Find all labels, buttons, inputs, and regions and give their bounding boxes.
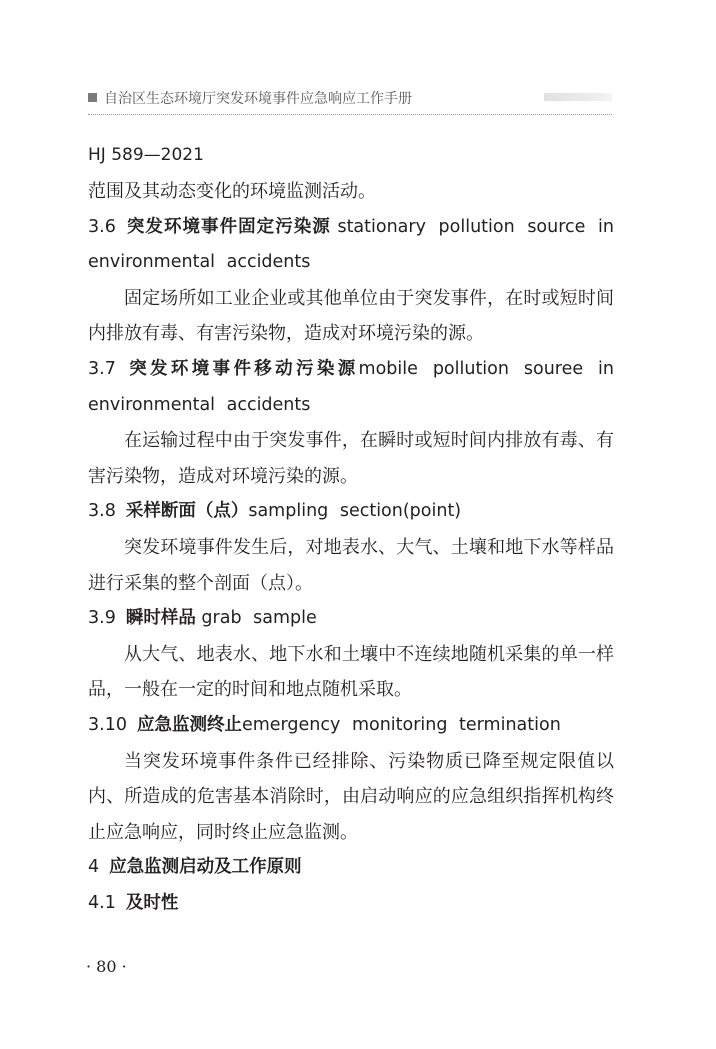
section-heading: [88, 886, 614, 922]
section-title-en: mobile pollution souree in environmental accidents: [88, 358, 615, 415]
section-heading: [88, 601, 614, 637]
section-heading: [88, 494, 614, 530]
section-title-zh: 突发环境事件移动污染源: [125, 358, 359, 379]
section-title-en: grab sample: [201, 608, 317, 629]
section-heading: [88, 210, 614, 281]
section-number: 3.9: [88, 608, 116, 629]
section-number: 3.6: [88, 216, 116, 237]
paragraph: 从大气、地表水、地下水和土壤中不连续地随机采集的单一样品，一般在一定的时间和地点随机采取。: [88, 643, 614, 701]
section-title-zh: 应急监测终止: [136, 714, 242, 735]
standard-id: HJ 589—2021: [88, 145, 204, 165]
section-title-zh: 应急监测启动及工作原则: [109, 857, 302, 878]
section-number: 3.7: [88, 358, 116, 379]
paragraph: 在运输过程中由于突发事件，在瞬时或短时间内排放有毒、有害污染物，造成对环境污染的源。: [88, 430, 614, 487]
page-number: · 80 ·: [86, 957, 127, 976]
section-heading: [88, 352, 614, 423]
paragraph: 突发环境事件发生后，对地表水、大气、土壤和地下水等样品进行采集的整个剖面（点）。: [88, 536, 614, 594]
section-title-zh: 及时性: [125, 892, 179, 913]
section-number: 4: [88, 857, 100, 878]
header-decorative-bar: [544, 93, 612, 101]
running-header: [88, 88, 612, 115]
section-title-zh: 瞬时样品: [125, 608, 196, 629]
section-number: 3.10: [88, 714, 127, 735]
section-title-en: sampling section(point): [248, 501, 462, 522]
section-title-en: stationary pollution source in environmental accidents: [88, 216, 614, 273]
paragraph: 固定场所如工业企业或其他单位由于突发事件，在时或短时间内排放有毒、有害污染物，造成对环境污染的源。: [88, 287, 614, 345]
section-title-en: emergency monitoring termination: [241, 714, 561, 735]
section-heading: [88, 708, 614, 744]
paragraph: 范围及其动态变化的环境监测活动。: [88, 181, 376, 202]
document-body: [88, 174, 614, 921]
paragraph: 当突发环境事件条件已经排除、污染物质已降至规定限值以内、所造成的危害基本消除时，由启动响应的应急组织指挥机构终止应急响应，同时终止应急监测。: [88, 750, 614, 843]
section-title-zh: 突发环境事件固定污染源: [125, 216, 331, 237]
section-heading: [88, 850, 614, 886]
header-title: 自治区生态环境厅突发环境事件应急响应工作手册: [104, 91, 412, 107]
section-number: 3.8: [88, 501, 116, 522]
section-number: 4.1: [88, 892, 116, 913]
section-title-zh: 采样断面（点）: [125, 501, 249, 522]
header-square-icon: [88, 93, 97, 102]
